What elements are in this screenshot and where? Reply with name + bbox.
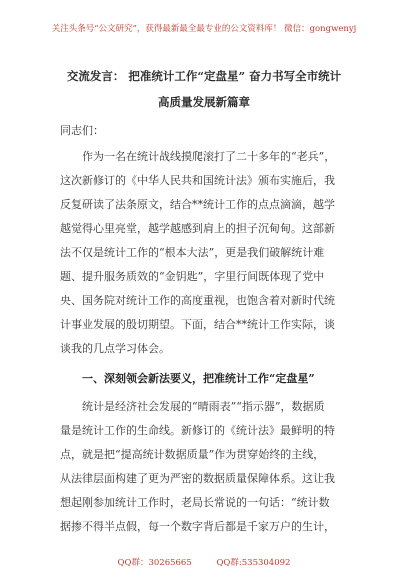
- paragraph-line: 反复研读了法条原文，结合**统计工作的点点滴滴，越学: [60, 198, 335, 211]
- salutation: 同志们：: [60, 124, 104, 137]
- paragraph-line: 题、提升服务质效的“金钥匙”，字里行间既体现了党中: [60, 270, 325, 283]
- header-banner: 关注头条号“公文研究”，获得最新最全最专业的公文资料库！ 微信：gongwenyj: [51, 24, 357, 34]
- title-line-1: 交流发言： 把准统计工作“定盘星” 奋力书写全市统计: [66, 69, 342, 83]
- paragraph-line: 越觉得心里亮堂，越学越感到肩上的担子沉甸甸。这部新: [60, 222, 335, 235]
- paragraph-line: 统计是经济社会发展的“晴雨表”“指示器”，数据质: [82, 400, 325, 413]
- footer-qq-2: QQ群:535304092: [216, 558, 291, 568]
- paragraph-line: 这次新修订的《中华人民共和国统计法》颁布实施后，我: [60, 174, 335, 187]
- paragraph-line: 想起刚参加统计工作时，老局长常说的一句话：“统计数: [60, 496, 330, 509]
- footer-qq-1: QQ群：30265665: [117, 558, 192, 568]
- paragraph-line: 谈我的几点学习体会。: [60, 342, 170, 355]
- paragraph-line: 央、国务院对统计工作的高度重视，也饱含着对新时代统: [60, 294, 335, 307]
- section-heading: 一、深刻领会新法要义，把准统计工作“定盘星”: [82, 372, 315, 385]
- title-line-2: 高质量发展新篇章: [158, 95, 250, 109]
- paragraph-line: 据掺不得半点假，每一个数字背后都是千家万户的生计，: [60, 520, 335, 533]
- paragraph-line: 从法律层面构建了更为严密的数据质量保障体系。这让我: [60, 472, 335, 485]
- paragraph-line: 量是统计工作的生命线。新修订的《统计法》最鲜明的特: [60, 424, 335, 437]
- paragraph-line: 计事业发展的殷切期望。下面，结合**统计工作实际，谈: [60, 318, 335, 331]
- paragraph-line: 点，就是把“提高统计数据质量”作为贯穿始终的主线，: [60, 448, 325, 461]
- footer-contacts: [0, 556, 408, 568]
- paragraph-line: 作为一名在统计战线摸爬滚打了二十多年的“老兵”，: [82, 150, 336, 163]
- paragraph-line: 法不仅是统计工作的“根本大法”，更是我们破解统计难: [60, 246, 325, 259]
